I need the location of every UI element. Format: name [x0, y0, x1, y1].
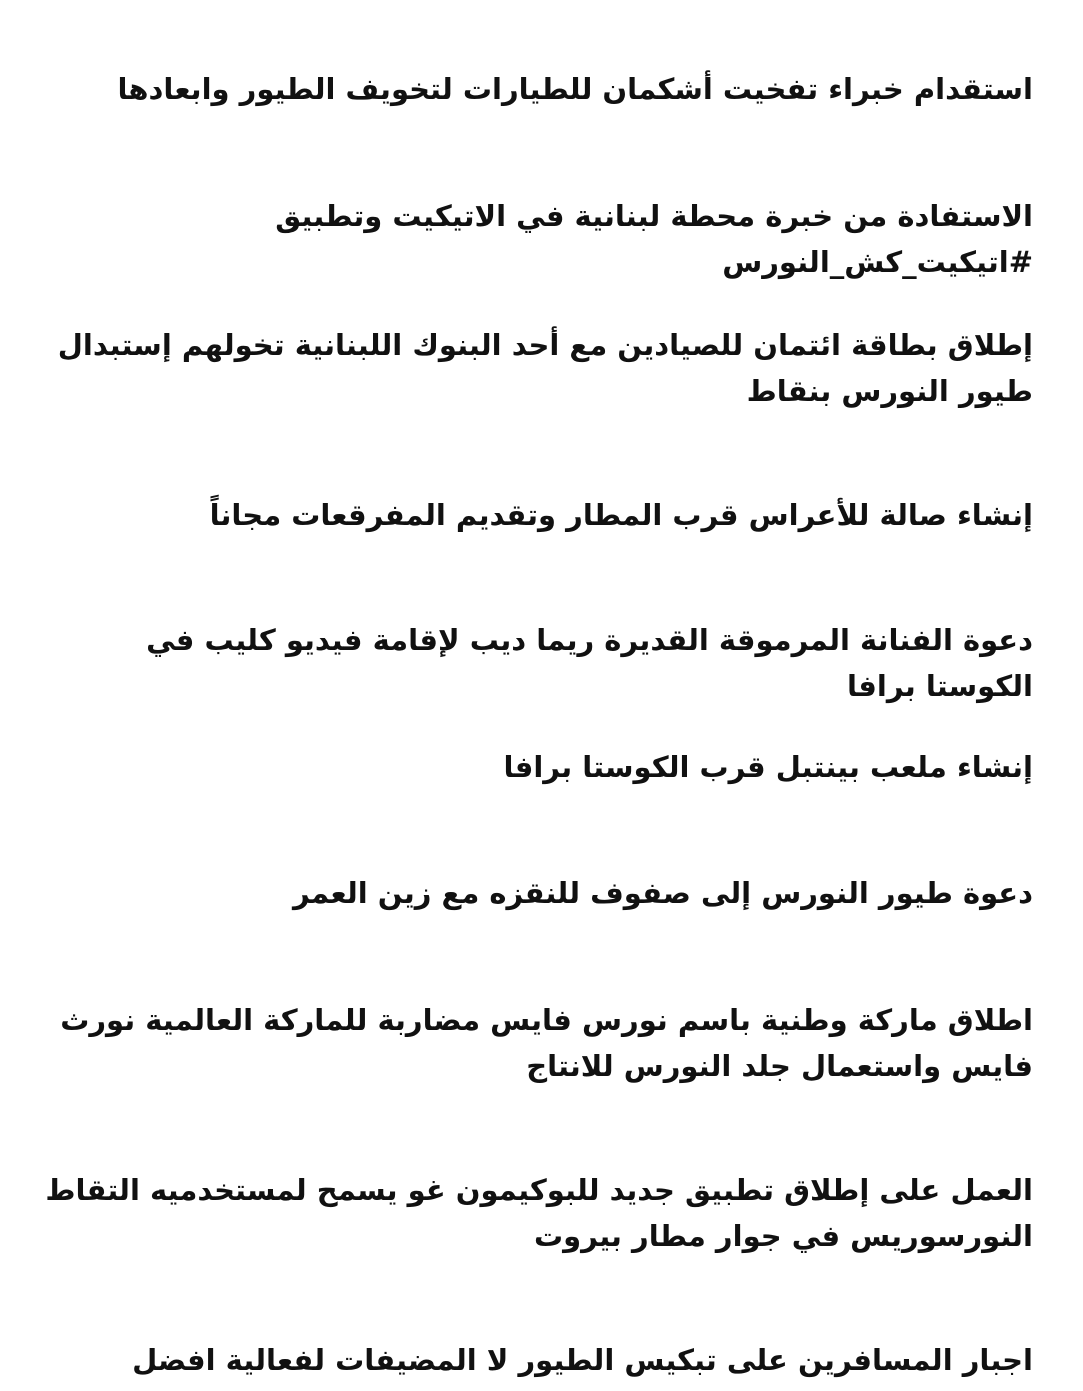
list-item: اجبار المسافرين على تبكيس الطيور لا المضيفات لفعالية افضل: [132, 1343, 1033, 1377]
list-item: استقدام خبراء تفخيت أشكمان للطيارات لتخويف الطيور وابعادها: [117, 72, 1033, 106]
list-item: اطلاق ماركة وطنية باسم نورس فايس مضاربة للماركة العالمية نورث فايس واستعمال جلد النورس للانتاج: [60, 1003, 1033, 1083]
list-item: العمل على إطلاق تطبيق جديد للبوكيمون غو يسمح لمستخدميه التقاط النورسوريس في جوار مطار بيروت: [45, 1173, 1033, 1253]
list-item: إنشاء ملعب بينتبل قرب الكوستا برافا: [503, 750, 1033, 784]
list-item: إنشاء صالة للأعراس قرب المطار وتقديم المفرقعات مجاناً: [209, 498, 1033, 532]
list-item: دعوة الفنانة المرموقة القديرة ريما ديب لإقامة فيديو كليب في الكوستا برافا: [146, 623, 1033, 703]
list-item: إطلاق بطاقة ائتمان للصيادين مع أحد البنوك اللبنانية تخولهم إستبدال طيور النورس بنقاط: [57, 328, 1033, 408]
list-item: الاستفادة من خبرة محطة لبنانية في الاتيكيت وتطبيق #اتيكيت_كش_النورس: [275, 199, 1033, 279]
list-item: دعوة طيور النورس إلى صفوف للنقزه مع زين العمر: [292, 876, 1033, 910]
